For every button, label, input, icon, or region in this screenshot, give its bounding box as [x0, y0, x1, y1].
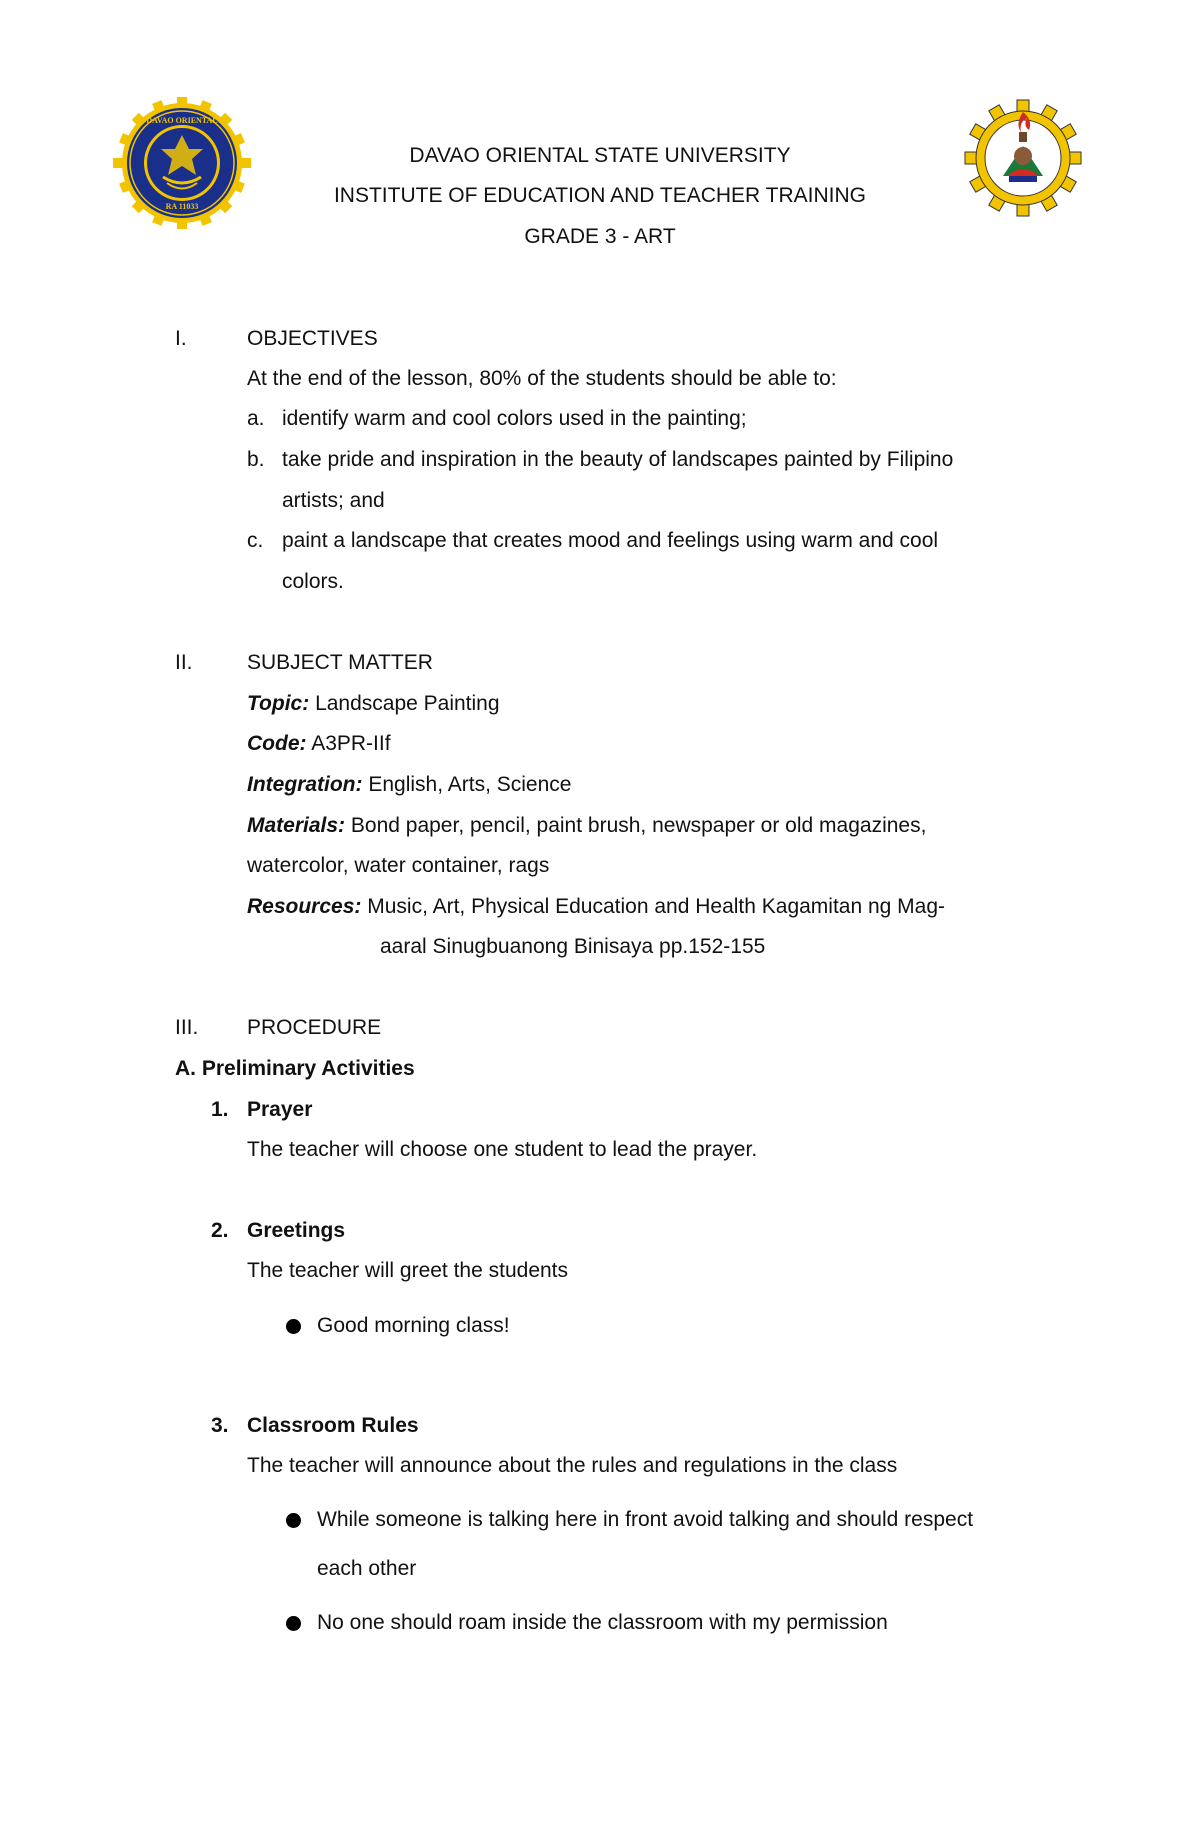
- rules-text: The teacher will announce about the rules and regulations in the class: [247, 1454, 898, 1477]
- resources-cont: aaral Sinugbuanong Binisaya pp.152-155: [380, 935, 766, 958]
- objectives-intro: At the end of the lesson, 80% of the students should be able to:: [247, 367, 837, 390]
- materials-value: Bond paper, pencil, paint brush, newspaper or old magazines,: [350, 814, 927, 837]
- bullet-icon: [286, 1513, 301, 1528]
- procedure-numeral: III.: [175, 1016, 199, 1039]
- objective-text-b-cont: artists; and: [282, 489, 385, 512]
- objective-text-c-cont: colors.: [282, 570, 344, 593]
- code-value: A3PR-IIf: [311, 732, 391, 755]
- bullet-icon: [286, 1616, 301, 1631]
- topic-label: Topic:: [247, 692, 310, 715]
- greetings-bullet: Good morning class!: [317, 1314, 510, 1337]
- greetings-text: The teacher will greet the students: [247, 1259, 569, 1282]
- resources-row: [247, 894, 945, 920]
- resources-value: Music, Art, Physical Education and Health Kagamitan ng Mag-: [367, 895, 946, 918]
- prayer-text: The teacher will choose one student to lead the prayer.: [247, 1138, 758, 1161]
- integration-label: Integration:: [247, 773, 363, 796]
- rules-title: Classroom Rules: [247, 1414, 419, 1437]
- rules-bullet-2: No one should roam inside the classroom with my permission: [317, 1611, 888, 1634]
- grade-title: GRADE 3 - ART: [524, 225, 676, 248]
- materials-label: Materials:: [247, 814, 346, 837]
- rules-number: 3.: [211, 1414, 229, 1437]
- integration-value: English, Arts, Science: [368, 773, 572, 796]
- rules-bullet-1: While someone is talking here in front avoid talking and should respect: [317, 1508, 974, 1531]
- code-label: Code:: [247, 732, 307, 755]
- materials-row: [247, 813, 926, 839]
- subject-heading: SUBJECT MATTER: [247, 651, 433, 674]
- bullet-icon: [286, 1319, 301, 1334]
- procedure-heading: PROCEDURE: [247, 1016, 382, 1039]
- objective-text-c: paint a landscape that creates mood and feelings using warm and cool: [282, 529, 939, 552]
- institute-name: INSTITUTE OF EDUCATION AND TEACHER TRAINING: [333, 184, 867, 207]
- objective-letter-a: a.: [247, 407, 265, 430]
- topic-row: [247, 691, 500, 717]
- resources-label: Resources:: [247, 895, 362, 918]
- topic-value: Landscape Painting: [315, 692, 500, 715]
- subject-numeral: II.: [175, 651, 193, 674]
- materials-cont: watercolor, water container, rags: [247, 854, 550, 877]
- objective-text-a: identify warm and cool colors used in the painting;: [282, 407, 747, 430]
- objectives-heading: OBJECTIVES: [247, 327, 378, 350]
- prayer-number: 1.: [211, 1098, 229, 1121]
- svg-text:DAVAO ORIENTAL: DAVAO ORIENTAL: [146, 116, 218, 125]
- greetings-number: 2.: [211, 1219, 229, 1242]
- rules-bullet-1-cont: each other: [317, 1557, 417, 1580]
- university-name: DAVAO ORIENTAL STATE UNIVERSITY: [409, 144, 791, 167]
- prayer-title: Prayer: [247, 1098, 313, 1121]
- objective-letter-c: c.: [247, 529, 264, 552]
- objective-letter-b: b.: [247, 448, 265, 471]
- code-row: [247, 731, 391, 757]
- objectives-numeral: I.: [175, 327, 187, 350]
- preliminary-heading: A. Preliminary Activities: [175, 1057, 415, 1080]
- svg-text:RA 11033: RA 11033: [165, 202, 199, 211]
- objective-text-b: take pride and inspiration in the beauty of landscapes painted by Filipino: [282, 448, 954, 471]
- greetings-title: Greetings: [247, 1219, 346, 1242]
- integration-row: [247, 772, 571, 798]
